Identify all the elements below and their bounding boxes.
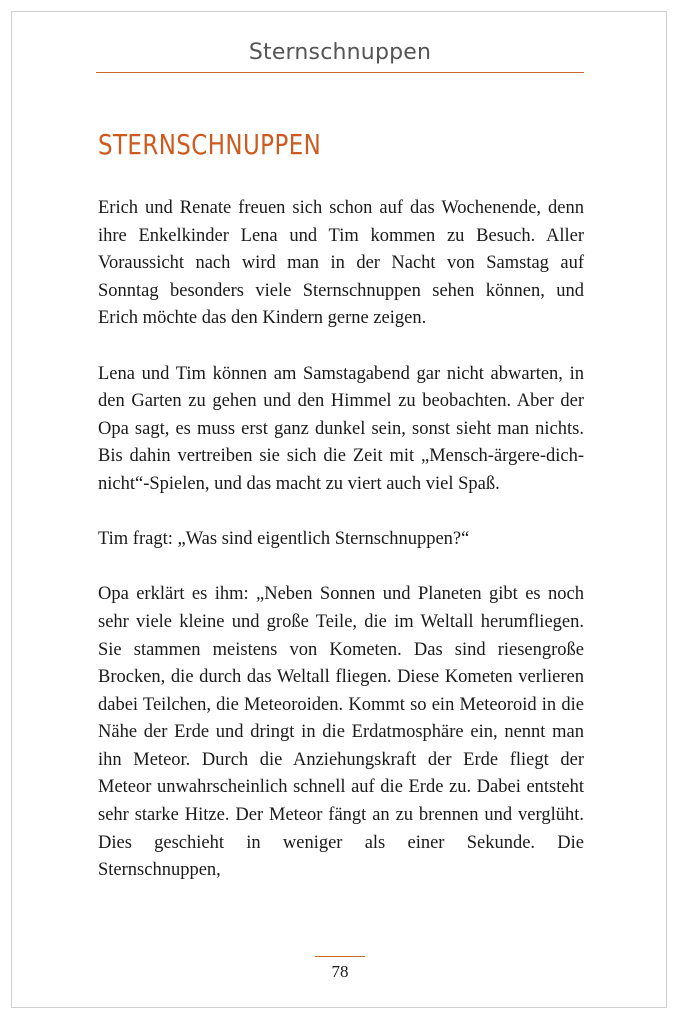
paragraph-3: Tim fragt: „Was sind eigentlich Sternschnuppen?“ [98, 529, 470, 550]
body-text [98, 195, 584, 885]
page-number: 78 [331, 962, 349, 981]
paragraph-1: Erich und Renate freuen sich schon auf das Wochenende, denn ihre Enkelkinder Lena und Tim kommen zu Besuch. Aller Voraussicht nach wird man in der Nacht von Samstag auf Sonntag besonders viele Sternschnuppen sehen können, und Erich möchte das den Kindern gerne zeigen. [98, 198, 584, 329]
chapter-title: STERNSCHNUPPEN [98, 128, 322, 161]
header-rule [96, 72, 584, 73]
running-head: Sternschnuppen [248, 40, 432, 65]
paragraph-2: Lena und Tim können am Samstagabend gar nicht abwarten, in den Garten zu gehen und den Himmel zu beobachten. Aber der Opa sagt, es muss erst ganz dunkel sein, sonst sieht man nichts. Bis dahin vertreiben sie sich die Zeit mit „Mensch-ärgere-dich-nicht“-Spielen, und das macht zu viert auch viel Spaß. [98, 363, 584, 494]
paragraph-4: Opa erklärt es ihm: „Neben Sonnen und Planeten gibt es noch sehr viele kleine und große Teile, die im Weltall herumfliegen. Sie stammen meistens von Kometen. Das sind riesengroße Brocken, die durch das Weltall fliegen. Diese Kometen verlieren dabei Teilchen, die Meteoroiden. Kommt so ein Meteoroid in die Nähe der Erde und dringt in die Erdatmosphäre ein, nennt man ihn Meteor. Durch die Anziehungskraft der Erde fliegt der Meteor unwahrscheinlich schnell auf die Erde zu. Dabei entsteht sehr starke Hitze. Der Meteor fängt an zu brennen und verglüht. Dies geschieht in weniger als einer Sekunde. Die Sternschnuppen, [98, 584, 584, 881]
footer-rule [315, 956, 365, 957]
